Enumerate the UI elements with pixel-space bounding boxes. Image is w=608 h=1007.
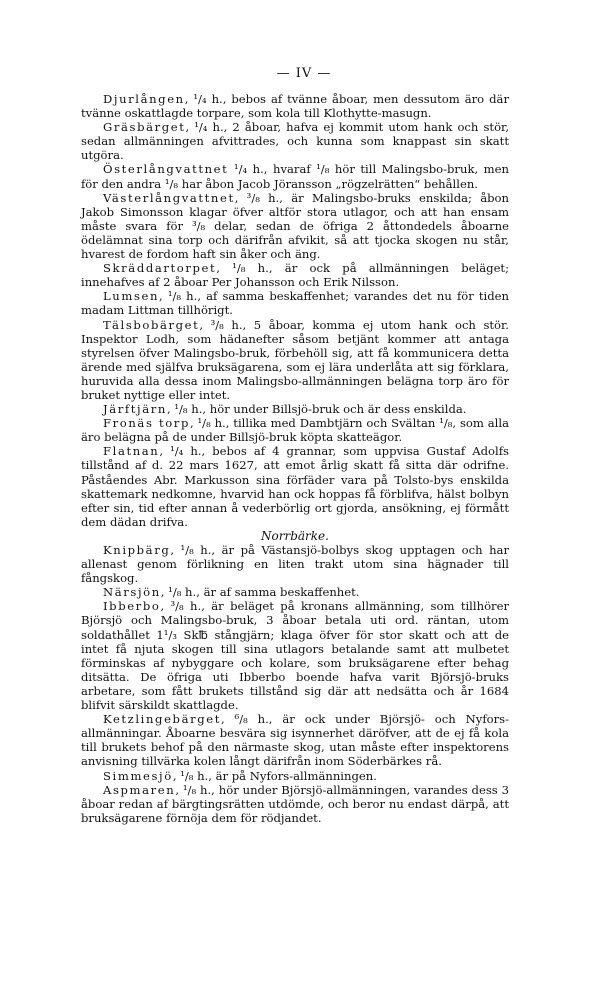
body-text — [81, 92, 509, 825]
entry-text: , ¹/₈ h., är på Västansjö-bolbys skog upptagen och har allenast genom förlikning en liten trakt utom sina hägnader till fångskog. — [81, 543, 509, 586]
entry-paragraph — [81, 289, 509, 317]
entry-name: Flatnan — [103, 444, 160, 459]
entry-paragraph — [81, 402, 509, 416]
entry-name: Fronäs torp — [103, 416, 190, 431]
entry-paragraph — [81, 318, 509, 403]
entry-text: , ³/₈ h., är beläget på kronans allmänning, som tillhörer Björsjö och Malingsbo-bruk, 3 åboar betala uti ord. räntan, utom soldathållet 1¹/₃ Sk℔ stångjärn; klaga öfver för stor skatt och att de intet få njuta skogen till sina utlagors betalande samt att mulbetet förminskas af nybyggare och kolare, som bruksägarene efter behag ditsätta. De öfriga uti Ibberbo boende hafva varit Björsjö-bruks arbetare, som fått brukets tillstånd sig där att nedsätta och år 1684 blifvit särskildt skattlagde. — [81, 599, 509, 713]
entry-text: , ¹/₄ h., bebos af 4 grannar, som uppvisa Gustaf Adolfs tillstånd af d. 22 mars 1627, att emot årlig skatt få sitta där odrifne. Påståendes Abr. Markusson sina förfäder vara på Tolsto-bys enskilda skattemark nedkomne, hvarvid han ock hoppas få förblifva, hälst bolbyn efter sin, tid efter annan å vederbörlig ort gjorda, ansökning, ej förmått dem dädan drifva. — [81, 444, 509, 529]
entry-text: , ⁶/₈ h., är ock under Björsjö- och Nyfors-allmänningar. Åboarne besvära sig isynnerhet däröfver, att de ej få kola till brukets behof på den närmaste skog, utan måste efter inspektorens anvisning tillvärka kolen långt därifrån inom Söderbärkes rå. — [81, 712, 509, 769]
entry-text: , ³/₈ h., är Malingsbo-bruks enskilda; åbon Jakob Simonsson klagar öfver altför stora utlagor, och att han ensam måste svara för ³/₈ delar, sedan de öfriga 2 åttondedels åboarne ödelämnat sina torp och därifrån afvikit, så att tjocka skogen nu står, hvarest de fordom haft sin åker och äng. — [81, 190, 509, 262]
entry-paragraph — [81, 444, 509, 529]
entry-name: Närsjön — [103, 585, 161, 600]
entry-text: , ¹/₈ h., är af samma beskaffenhet. — [160, 585, 360, 600]
entry-paragraph — [81, 120, 509, 162]
page-number: — IV — — [276, 66, 332, 81]
entry-text: , ¹/₈ h., är på Nyfors-allmänningen. — [172, 768, 377, 783]
entries-part2 — [81, 543, 509, 825]
entry-name: Ketzlingebärget — [103, 712, 221, 727]
section-heading: Norrbärke. — [261, 528, 329, 543]
entry-paragraph — [81, 92, 509, 120]
entry-text: , ³/₈ h., 5 åboar, komma ej utom hank och stör. Inspektor Lodh, som hädanefter såsom betjänt kommer att antaga styrelsen öfver Malingsbo-bruk, förbehöll sig, att få kommunicera detta ärende med själfva bruksägarena, som ej lära underlåta att sig förklara, huruvida alla dessa inom Malingsbo-allmänningen belägna torp äro för bruket nyttige eller intet. — [81, 317, 509, 402]
entry-text: , ¹/₈ h., hör under Björsjö-allmänningen, varandes dess 3 åboar redan af bärgtingsrätten utdömde, och beror nu endast därpå, att bruksägarene förnöja dem för rödjandet. — [81, 782, 509, 825]
entry-text: , ¹/₈ h., är ock på allmänningen beläget; innehafves af 2 åboar Per Johansson och Erik Nilsson. — [81, 261, 509, 290]
entry-name: Tälsbobärget — [103, 317, 200, 332]
entry-name: Ibberbo — [103, 599, 161, 614]
entry-text: , ¹/₈ h., af samma beskaffenhet; varandes det nu för tiden madam Littman tillhörigt. — [81, 289, 509, 318]
entry-name: Knipbärg — [103, 543, 171, 557]
entry-text: , ¹/₈ h., tillika med Dambtjärn och Svältan ¹/₈, som alla äro belägna på de under Billsjö-bruk köpta skatteägor. — [81, 416, 509, 445]
entries-part1 — [81, 92, 509, 529]
entry-paragraph — [81, 769, 509, 783]
entry-paragraph — [81, 585, 509, 599]
entry-name: Djurlången — [103, 92, 185, 106]
entry-paragraph — [81, 416, 509, 444]
entry-paragraph — [81, 599, 509, 712]
entry-name: Lumsen — [103, 289, 160, 304]
entry-name: Simmesjö — [103, 768, 173, 783]
entry-paragraph — [81, 712, 509, 768]
entry-text: ¹/₄ h., hvaraf ¹/₈ hör till Malingsbo-bruk, men för den andra ¹/₈ har åbon Jacob Jöransson „rögzelrätten“ behållen. — [81, 162, 509, 191]
entry-paragraph — [81, 783, 509, 825]
entry-paragraph — [81, 543, 509, 585]
entry-name: Österlångvattnet — [103, 162, 229, 177]
entry-paragraph — [81, 191, 509, 261]
entry-text: , ¹/₄ h., 2 åboar, hafva ej kommit utom hank och stör, sedan allmänningen afvittrades, och kunna som knappast sin skatt utgöra. — [81, 120, 509, 163]
entry-text: , ¹/₈ h., hör under Billsjö-bruk och är dess enskilda. — [166, 402, 467, 417]
entry-name: Västerlångvattnet — [103, 190, 235, 205]
entry-name: Järftjärn — [103, 402, 167, 417]
entry-name: Skräddartorpet — [103, 261, 217, 276]
entry-text: , ¹/₄ h., bebos af tvänne åboar, men dessutom äro där tvänne oskattlagde torpare, som kola till Klothytte-masugn. — [81, 92, 509, 121]
entry-name: Gräsbärget — [103, 120, 186, 135]
entry-paragraph — [81, 261, 509, 289]
entry-paragraph — [81, 162, 509, 190]
entry-name: Aspmaren — [103, 782, 176, 797]
